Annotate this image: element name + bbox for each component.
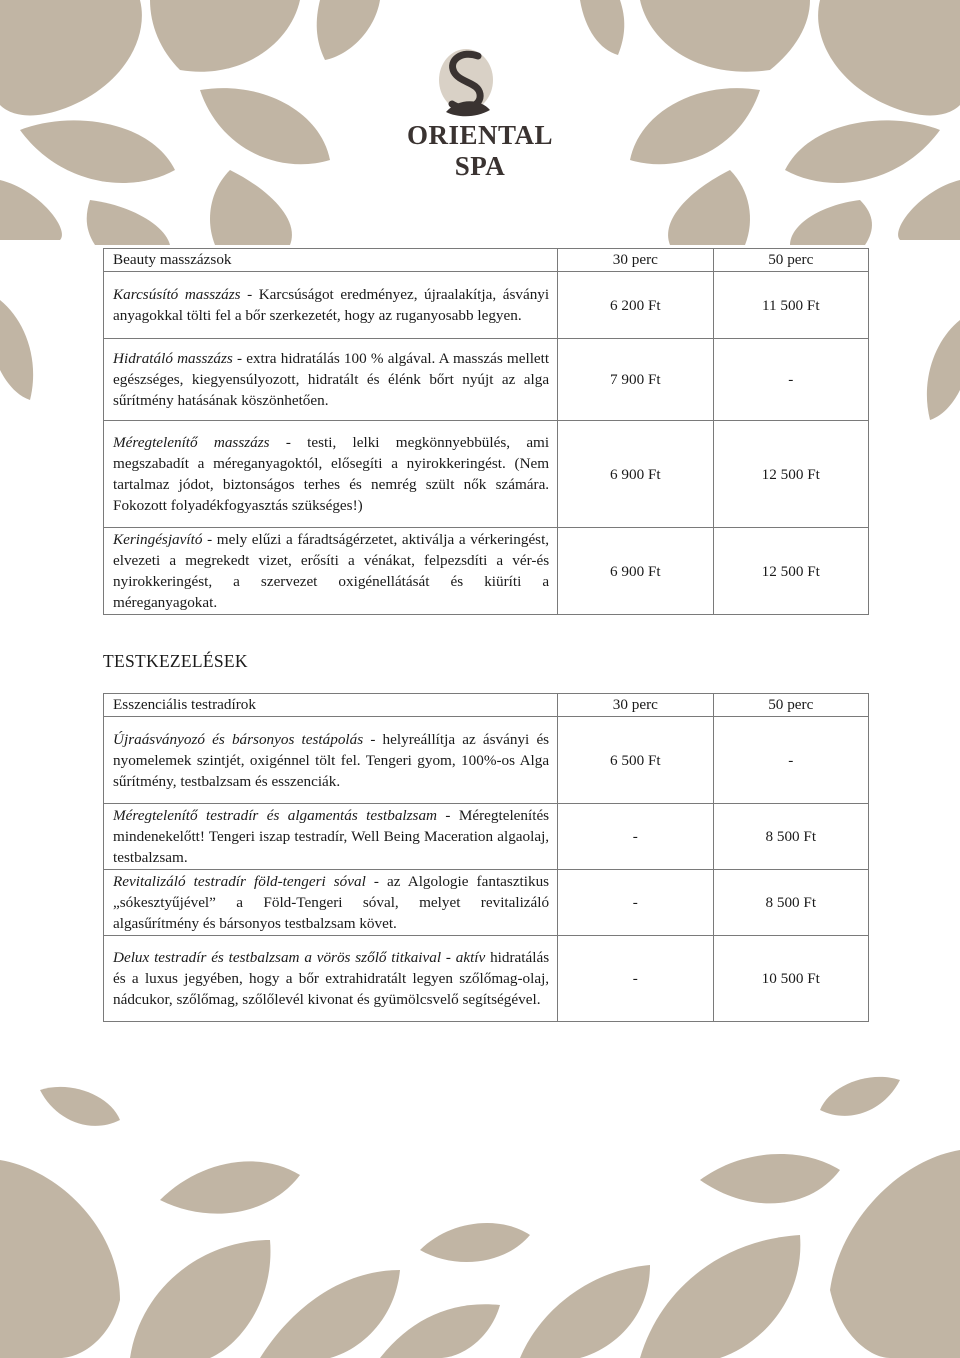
column-header-service: Esszenciális testradírok [104, 694, 558, 717]
table-row [104, 421, 869, 528]
service-text: hidratálás és a luxus jegyében, hogy a bőr extrahidratált legyen szőlőmag-olaj, nádcukor, szőlőmag, szőlőlevél kivonat és gyümölcsvelő segítségével. [113, 949, 550, 1008]
price-50-min: 8 500 Ft [713, 870, 868, 936]
table-header-row [104, 249, 869, 272]
service-description [104, 936, 558, 1022]
leaf-decoration [0, 300, 33, 400]
service-text: - extra hidratálás 100 % algával. A masszás mellett egészséges, kiegyensúlyozott, hidratált és élénk bőrt nyújt az alga sűrítmény hatásának köszönhetően. [113, 350, 550, 409]
leaf-decoration [580, 0, 624, 55]
leaf-decoration [40, 1087, 120, 1126]
column-header-50-min: 50 perc [713, 694, 868, 717]
column-header-30-min: 30 perc [558, 694, 713, 717]
price-30-min: - [558, 870, 713, 936]
table-row [104, 936, 869, 1022]
price-30-min: 6 200 Ft [558, 272, 713, 339]
service-text: - testi, lelki megkönnyebbülés, ami megszabadít a méreganyagoktól, elősegíti a nyirokkeringést. (Nem tartalmaz jódot, biztonságos terhes és nemrég szült nők számára. Fokozott folyadékfogyasztás szükséges!) [113, 434, 550, 514]
leaf-decoration [0, 180, 62, 240]
service-text: - Karcsúságot eredményez, újraalakítja, ásványi anyagokkal tölti fel a bőr szerkezetét, hogy az ruganyosabb legyen. [113, 286, 550, 324]
service-text: - az Algologie fantasztikus „sókesztyűjével” a Föld-Tengeri sóval, melyet revitalizáló algasűrítmény és bársonyos testbalzsam követ. [113, 873, 550, 932]
service-name: Újraásványozó és bársonyos testápolás [113, 730, 364, 748]
leaf-decoration [200, 88, 330, 164]
price-50-min: - [713, 717, 868, 804]
price-30-min: 6 900 Ft [558, 528, 713, 615]
column-header-50-min: 50 perc [713, 249, 868, 272]
service-name: Revitalizáló testradír föld-tengeri sóval [113, 873, 366, 890]
table-row [104, 339, 869, 421]
price-30-min: 7 900 Ft [558, 339, 713, 421]
column-header-service: Beauty masszázsok [104, 249, 558, 272]
price-50-min: 12 500 Ft [713, 421, 868, 528]
brand-name: ORIENTAL SPA [406, 120, 554, 181]
service-name: Hidratáló masszázs [113, 350, 233, 367]
service-description [104, 339, 558, 421]
leaf-decoration [420, 1223, 530, 1262]
leaf-decoration [520, 1265, 650, 1358]
service-description [104, 272, 558, 339]
beauty-massage-price-table [103, 248, 869, 615]
leaf-decoration [818, 0, 960, 115]
price-30-min: - [558, 936, 713, 1022]
leaf-decoration [790, 200, 872, 245]
brand-logo [380, 46, 580, 181]
service-text: - mely elűzi a fáradtságérzetet, aktiválja a vérkeringést, elvezeti a megrekedt vizet, erősíti a vénákat, felpezsdíti a vér-és nyirokkeringést, a szervezet oxigénellátását és kiüríti a méreganyagokat. [113, 531, 550, 611]
section-title: TESTKEZELÉSEK [103, 651, 252, 672]
service-name: Delux testradír és testbalzsam a vörös szőlő titkaival - aktív [113, 949, 486, 966]
leaf-decoration [668, 170, 750, 245]
table-row [104, 272, 869, 339]
leaf-decoration [830, 1150, 960, 1358]
leaf-decoration [630, 88, 760, 164]
price-50-min: 10 500 Ft [713, 936, 868, 1022]
price-50-min: 8 500 Ft [713, 804, 868, 870]
leaf-decoration [150, 0, 300, 72]
leaf-decoration [640, 0, 810, 72]
price-30-min: 6 900 Ft [558, 421, 713, 528]
table-row [104, 870, 869, 936]
leaf-decoration [700, 1154, 840, 1203]
service-description [104, 528, 558, 615]
body-treatment-price-table [103, 693, 869, 1022]
leaf-decoration [820, 1077, 900, 1116]
leaf-decoration [0, 1160, 120, 1358]
leaf-decoration [87, 200, 170, 245]
service-text: - helyreállítja az ásványi és nyomelemek szintjét, oxigénnel tölt fel. Tengeri gyom, 100%-os Alga sűrítmény, testbalzsam és esszenciák. [113, 730, 550, 790]
table-row [104, 528, 869, 615]
leaf-decoration [20, 120, 175, 183]
service-text: - Méregtelenítés mindenekelőtt! Tengeri iszap testradír, Well Being Maceration algaolaj, testbalzsam. [113, 807, 550, 866]
leaf-decoration [380, 1304, 500, 1358]
price-50-min: - [713, 339, 868, 421]
service-description [104, 804, 558, 870]
service-name: Keringésjavító [113, 531, 203, 548]
leaf-decoration [0, 0, 142, 115]
table-header-row [104, 694, 869, 717]
price-30-min: - [558, 804, 713, 870]
price-50-min: 12 500 Ft [713, 528, 868, 615]
leaf-decoration [160, 1161, 300, 1213]
leaf-decoration [130, 1240, 270, 1358]
service-description [104, 870, 558, 936]
column-header-30-min: 30 perc [558, 249, 713, 272]
service-name: Karcsúsító masszázs [113, 286, 241, 303]
price-50-min: 11 500 Ft [713, 272, 868, 339]
leaf-decoration [260, 1270, 400, 1358]
service-name: Méregtelenítő masszázs [113, 434, 270, 451]
leaf-decoration [210, 170, 292, 245]
table-row [104, 804, 869, 870]
leaf-decoration [317, 0, 380, 60]
service-description [104, 717, 558, 804]
table-row [104, 717, 869, 804]
leaf-decoration [640, 1235, 800, 1358]
spa-leaf-s-icon [436, 46, 496, 118]
service-description [104, 421, 558, 528]
leaf-decoration [927, 320, 960, 420]
price-30-min: 6 500 Ft [558, 717, 713, 804]
leaf-decoration [898, 180, 960, 240]
leaf-decoration [785, 120, 940, 183]
service-name: Méregtelenítő testradír és algamentás testbalzsam [113, 807, 438, 824]
